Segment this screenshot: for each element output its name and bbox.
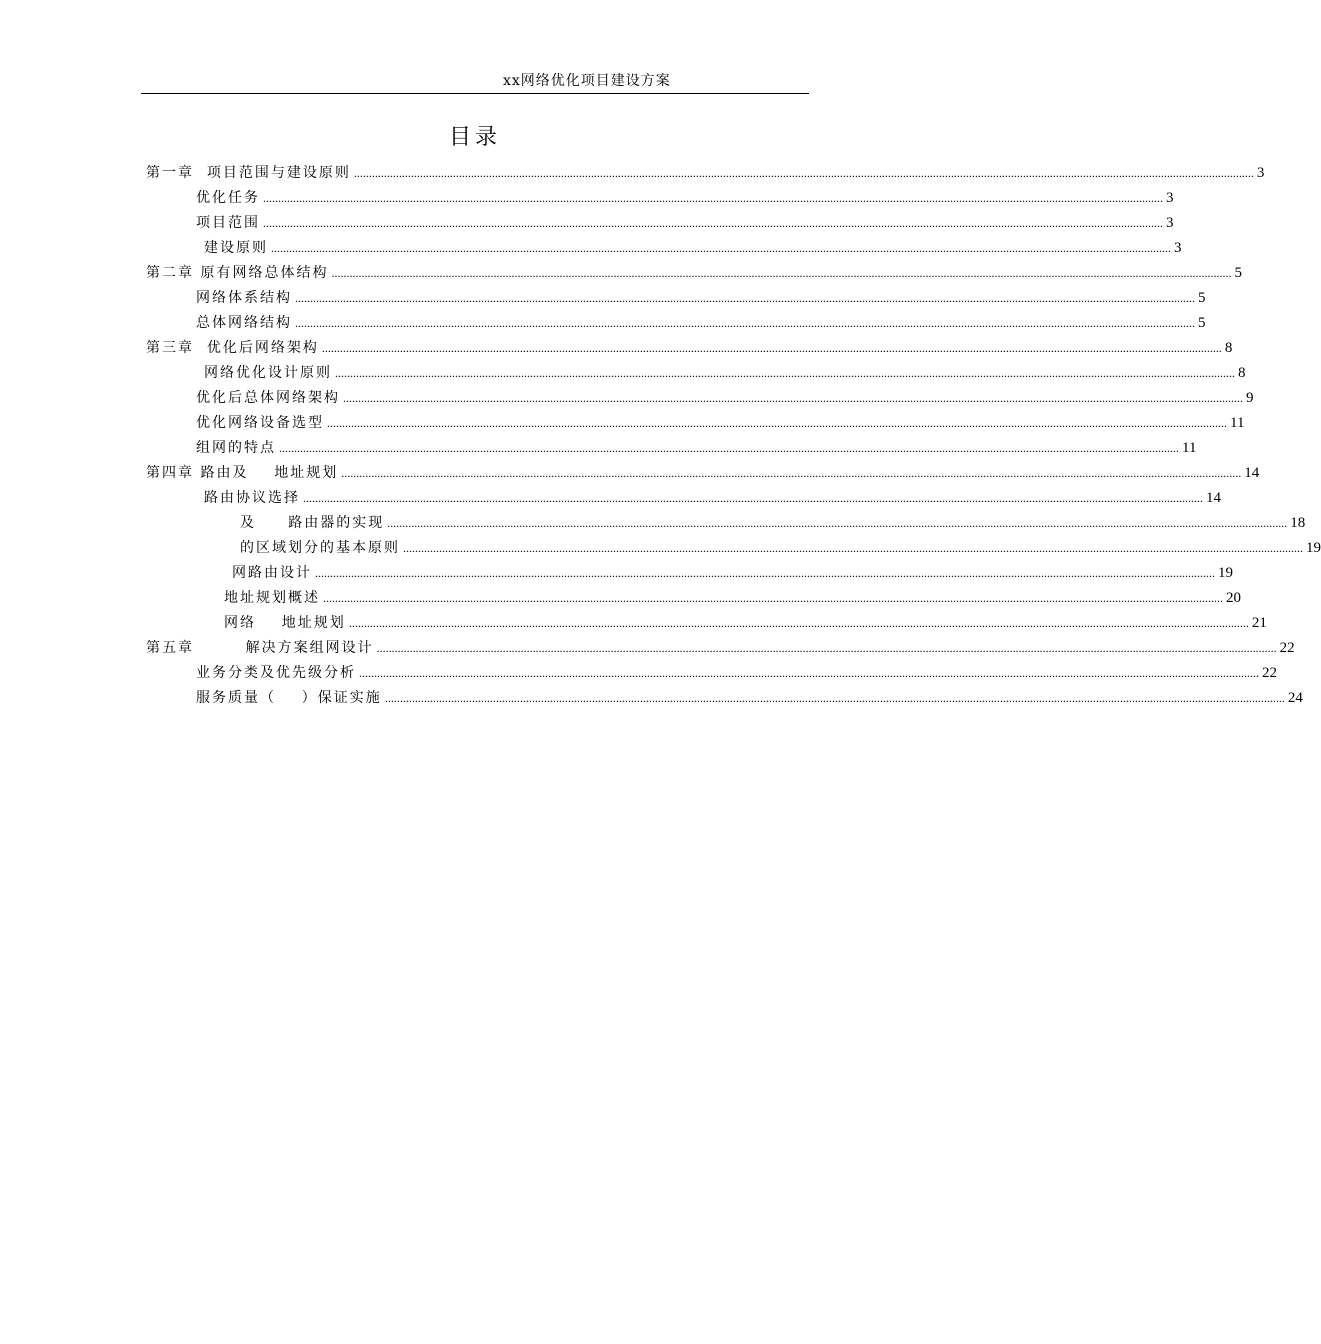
- toc-entry[interactable]: [204, 362, 1246, 386]
- toc-entry-label: 组网的特点: [196, 440, 276, 456]
- toc-entry-label: 地址规划概述: [224, 590, 320, 606]
- toc-entry-label: 业务分类及优先级分析: [196, 665, 356, 681]
- toc-leader: ............................................................................................................................................................................................................................................................................................................: [271, 241, 1171, 255]
- toc-entry-page: 5: [1198, 290, 1206, 306]
- toc-entry-label: 总体网络结构: [196, 315, 292, 331]
- toc-entry[interactable]: [204, 487, 1221, 511]
- toc-leader: ............................................................................................................................................................................................................................................................................................................: [403, 541, 1303, 555]
- toc-entry-label: 优化任务: [196, 190, 260, 206]
- toc-entry-page: 3: [1166, 215, 1174, 231]
- toc-entry[interactable]: [224, 587, 1241, 611]
- toc-entry-label: 及 路由器的实现: [240, 515, 385, 531]
- toc-entry[interactable]: [196, 312, 1206, 336]
- toc-leader: ............................................................................................................................................................................................................................................................................................................: [387, 516, 1288, 530]
- toc-entry-label: 第二章 原有网络总体结构: [146, 265, 329, 281]
- toc-leader: ............................................................................................................................................................................................................................................................................................................: [343, 391, 1243, 405]
- toc-entry[interactable]: [196, 287, 1206, 311]
- toc-entry[interactable]: [232, 562, 1233, 586]
- toc-entry-label: 路由协议选择: [204, 490, 300, 506]
- toc-entry-page: 22: [1262, 665, 1277, 681]
- toc-entry-page: 20: [1226, 590, 1241, 606]
- toc-entry[interactable]: [196, 412, 1245, 436]
- toc-entry-label: 的区域划分的基本原则: [240, 540, 400, 556]
- header-divider: [141, 93, 809, 94]
- toc-leader: ............................................................................................................................................................................................................................................................................................................: [263, 191, 1163, 205]
- toc-entry[interactable]: [224, 612, 1267, 636]
- toc-entry-label: 优化后总体网络架构: [196, 390, 340, 406]
- toc-entry-page: 9: [1246, 390, 1254, 406]
- toc-title: 目录: [448, 125, 501, 150]
- toc-leader: ............................................................................................................................................................................................................................................................................................................: [348, 616, 1249, 630]
- toc-entry-label: 网路由设计: [232, 565, 312, 581]
- toc-entry-page: 22: [1279, 640, 1295, 656]
- toc-leader: ............................................................................................................................................................................................................................................................................................................: [384, 691, 1285, 705]
- toc-entry[interactable]: [146, 262, 1242, 286]
- toc-entry[interactable]: [240, 537, 1321, 561]
- toc-leader: ............................................................................................................................................................................................................................................................................................................: [341, 466, 1242, 480]
- toc-leader: ............................................................................................................................................................................................................................................................................................................: [327, 416, 1227, 430]
- toc-entry[interactable]: [146, 462, 1260, 486]
- toc-leader: ............................................................................................................................................................................................................................................................................................................: [315, 566, 1215, 580]
- toc-entry[interactable]: [196, 387, 1254, 411]
- toc-entry-label: 建设原则: [204, 240, 268, 256]
- toc-entry-label: 网络 地址规划: [224, 615, 346, 631]
- toc-entry-page: 5: [1234, 265, 1242, 281]
- toc-entry-label: 项目范围: [196, 215, 260, 231]
- toc-leader: ............................................................................................................................................................................................................................................................................................................: [323, 591, 1223, 605]
- toc-leader: ............................................................................................................................................................................................................................................................................................................: [331, 266, 1232, 280]
- toc-entry-page: 11: [1182, 440, 1197, 456]
- toc-entry-page: 24: [1287, 690, 1303, 706]
- toc-entry-page: 19: [1306, 540, 1321, 556]
- toc-entry[interactable]: [146, 337, 1233, 361]
- toc-entry-label: 第一章 项目范围与建设原则: [146, 165, 351, 181]
- toc-entry-label: 服务质量（ ）保证实施: [196, 690, 382, 706]
- toc-entry-label: 优化网络设备选型: [196, 415, 324, 431]
- toc-entry[interactable]: [146, 162, 1265, 186]
- toc-entry-page: 8: [1238, 365, 1246, 381]
- toc-entry-label: 第三章 优化后网络架构: [146, 340, 319, 356]
- toc-entry-page: 5: [1198, 315, 1206, 331]
- toc-leader: ............................................................................................................................................................................................................................................................................................................: [359, 666, 1259, 680]
- toc-entry-page: 18: [1290, 515, 1306, 531]
- toc-entry-label: 第四章 路由及 地址规划: [146, 465, 339, 481]
- toc-entry-page: 3: [1256, 165, 1265, 181]
- toc-entry-label: 网络体系结构: [196, 290, 292, 306]
- toc-leader: ............................................................................................................................................................................................................................................................................................................: [279, 441, 1179, 455]
- toc-entry-label: 网络优化设计原则: [204, 365, 332, 381]
- toc-leader: ............................................................................................................................................................................................................................................................................................................: [303, 491, 1203, 505]
- toc-leader: ............................................................................................................................................................................................................................................................................................................: [376, 641, 1277, 655]
- toc-entry-page: 3: [1174, 240, 1182, 256]
- running-header: xx网络优化项目建设方案: [503, 73, 671, 89]
- toc-entry-page: 21: [1251, 615, 1267, 631]
- toc-entry[interactable]: [146, 637, 1295, 661]
- toc-leader: ............................................................................................................................................................................................................................................................................................................: [263, 216, 1163, 230]
- toc-leader: ............................................................................................................................................................................................................................................................................................................: [295, 316, 1195, 330]
- toc-leader: ............................................................................................................................................................................................................................................................................................................: [321, 341, 1222, 355]
- toc-entry-page: 14: [1206, 490, 1221, 506]
- toc-entry-page: 11: [1230, 415, 1245, 431]
- toc-entry[interactable]: [196, 662, 1277, 686]
- toc-entry-page: 8: [1224, 340, 1233, 356]
- toc-entry[interactable]: [240, 512, 1306, 536]
- toc-entry-page: 3: [1166, 190, 1174, 206]
- toc-leader: ............................................................................................................................................................................................................................................................................................................: [295, 291, 1195, 305]
- toc-entry-page: 19: [1218, 565, 1233, 581]
- toc-entry[interactable]: [196, 187, 1174, 211]
- toc-entry[interactable]: [196, 437, 1197, 461]
- toc-entry[interactable]: [204, 237, 1182, 261]
- toc-entry[interactable]: [196, 687, 1303, 711]
- toc-entry[interactable]: [196, 212, 1174, 236]
- toc-entry-page: 14: [1244, 465, 1260, 481]
- toc-entry-label: 第五章 解决方案组网设计: [146, 640, 374, 656]
- toc-leader: ............................................................................................................................................................................................................................................................................................................: [335, 366, 1235, 380]
- toc-leader: ............................................................................................................................................................................................................................................................................................................: [353, 166, 1254, 180]
